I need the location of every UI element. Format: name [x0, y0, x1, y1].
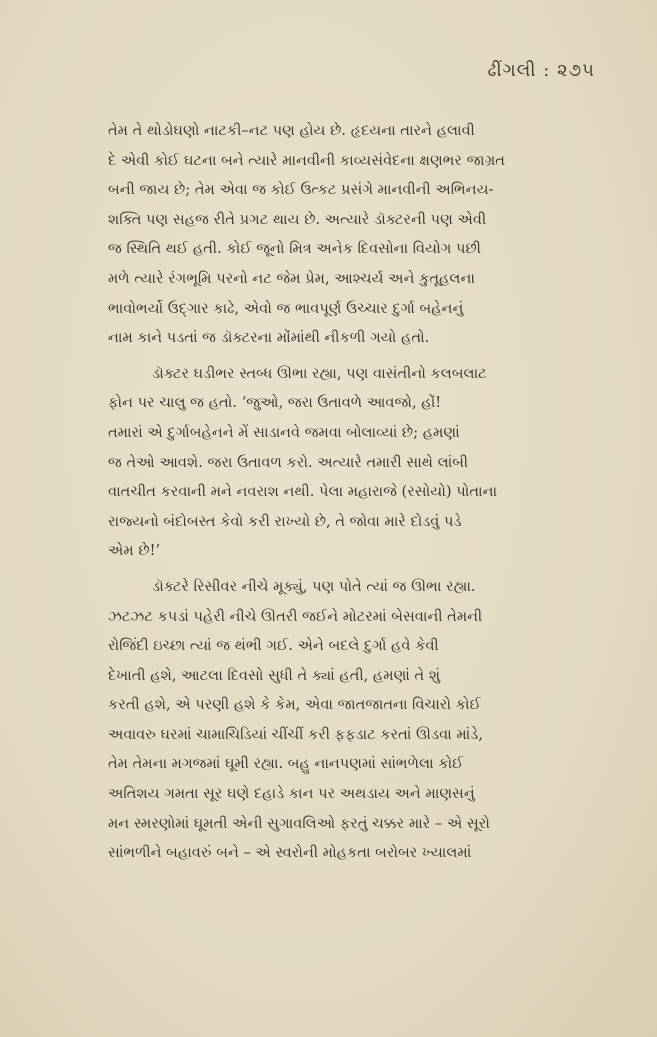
- text-line: રાજ્યનો બંદોબસ્ત કેવો કરી રાખ્યો છે, તે જોવા મારે દોડવું પડે: [108, 512, 462, 530]
- text-line: જ સ્થિતિ થઈ હતી. કોઈ જૂનો મિત્ર અનેક દિવસોના વિયોગ પછી: [108, 240, 481, 258]
- paragraph-3: [108, 572, 600, 868]
- text-line: સાંભળીને બહાવરું બને – એ સ્વરોની મોહકતા બરોબર ખ્યાલમાં: [108, 844, 472, 862]
- text-line: ઝટઝટ કપડાં પહેરી નીચે ઊતરી જઈને મોટરમાં બેસવાની તેમની: [108, 607, 483, 625]
- text-line: જ તેઓ આવશે. જરા ઉતાવળ કરો. અત્યારે તમારી સાથે લાંબી: [108, 453, 469, 471]
- text-line: કરતી હશે, એ પરણી હશે કે કેમ, એવા જાતજાતના વિચારો કોઈ: [108, 696, 481, 714]
- text-line: ડૉક્ટર ઘડીભર સ્તબ્ધ ઊભા રહ્યા, પણ વાસંતીનો કલબલાટ: [152, 364, 487, 382]
- paragraph-1: [108, 116, 600, 353]
- text-line: અતિશય ગમતા સૂર ઘણે દહાડે કાન પર અથડાય અને માણસનું: [108, 785, 475, 803]
- text-line: અવાવરુ ઘરમાં ચામાચિડિયાં ચીંચીં કરી ફફડાટ કરતાં ઊડવા માંડે,: [108, 725, 483, 743]
- text-line: રોજિંદી ઇચ્છા ત્યાં જ થંભી ગઈ. એને બદલે દુર્ગા હવે કેવી: [108, 637, 439, 655]
- body-text: [108, 116, 600, 868]
- text-line: શક્તિ પણ સહજ રીતે પ્રગટ થાય છે. અત્યારે ડૉક્ટરની પણ એવી: [108, 210, 487, 228]
- page-number: ૨૭૫: [557, 60, 595, 81]
- text-line: ભાવોભર્યો ઉદ્ગાર કાઢે, એવો જ ભાવપૂર્ણ ઉચ્ચાર દુર્ગા બહેનનું: [108, 299, 464, 317]
- text-line: ફોન પર ચાલુ જ હતો. ‘જુઓ, જરા ઉતાવળે આવજો, હોં!: [108, 394, 442, 412]
- text-line: તમારાં એ દુર્ગાબહેનને મેં સાડાનવે જમવા બોલાવ્યાં છે; હમણાં: [108, 423, 460, 441]
- text-line: દેખાતી હશે, આટલા દિવસો સુધી તે ક્યાં હતી, હમણાં તે શું: [108, 666, 441, 684]
- paragraph-2: [108, 359, 600, 566]
- header-separator: :: [543, 60, 551, 81]
- text-line: તેમ તેમના મગજમાં ઘૂમી રહ્યા. બહુ નાનપણમાં સાંભળેલા કોઈ: [108, 755, 464, 773]
- text-line: વાતચીત કરવાની મને નવરાશ નથી. પેલા મહારાજે (રસોયો) પોતાના: [108, 483, 498, 501]
- text-line: તેમ તે થોડોઘણો નાટકી–નટ પણ હોય છે. હૃદયના તારને હલાવી: [108, 122, 475, 139]
- text-line: દે એવી કોઈ ઘટના બને ત્યારે માનવીની કાવ્યસંવેદના ક્ષણભર જાગ્રત: [108, 151, 505, 169]
- text-line: ડૉક્ટરે રિસીવર નીચે મૂક્યું, પણ પોતે ત્યાં જ ઊભા રહ્યા.: [152, 577, 476, 595]
- text-line: એમ છે!’: [108, 542, 161, 560]
- running-title: ઢીંગલી: [487, 60, 537, 81]
- text-line: બની જાય છે; તેમ એવા જ કોઈ ઉત્કટ પ્રસંગે માનવીની અભિનય-: [108, 181, 494, 199]
- text-line: મળે ત્યારે રંગભૂમિ પરનો નટ જેમ પ્રેમ, આશ્ચર્ય અને કુતૂહલના: [108, 269, 475, 287]
- running-header: [488, 60, 595, 81]
- text-line: મન સ્મરણોમાં ઘૂમતી એની સુગાવલિઓ ફરતું ચક્કર મારે – એ સૂરો: [108, 814, 490, 832]
- text-line: નામ કાને પડતાં જ ડૉક્ટરના મોંમાંથી નીકળી ગયો હતો.: [108, 329, 430, 347]
